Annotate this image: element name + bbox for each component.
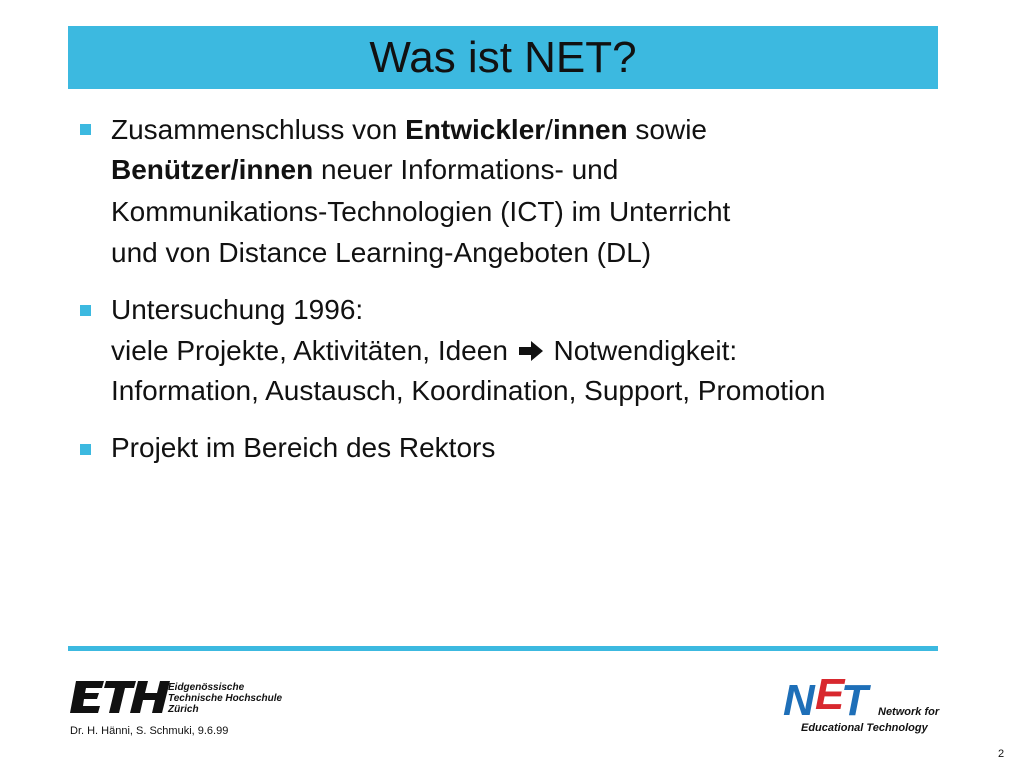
svg-text:ETH: ETH — [70, 680, 72, 681]
bullet-2-line-2: viele Projekte, Aktivitäten, Ideen Notwendigkeit: — [111, 335, 738, 366]
net-logo-t: T — [841, 676, 868, 721]
net-logo — [783, 669, 881, 721]
bullet-2-line-1: Untersuchung 1996: — [111, 294, 364, 325]
net-logo-n: N — [783, 676, 815, 721]
eth-institution-name: Eidgenössische Technische Hochschule Zürich — [168, 682, 283, 715]
slide-title: Was ist NET? — [369, 33, 637, 82]
title-bar — [68, 26, 938, 89]
bullet-1-line-3: Kommunikations-Technologien (ICT) im Unterricht — [111, 196, 731, 227]
page-number: 2 — [998, 748, 1005, 760]
net-logo-e: E — [815, 670, 845, 719]
bullet-2-line-3: Information, Austausch, Koordination, Support, Promotion — [111, 375, 826, 406]
bullet-marker — [80, 305, 91, 316]
bullet-1-line-4: und von Distance Learning-Angeboten (DL) — [111, 237, 652, 268]
right-arrow-icon — [518, 340, 544, 362]
bullet-3-line-1: Projekt im Bereich des Rektors — [111, 432, 496, 463]
net-tagline-line-2: Educational Technology — [801, 722, 928, 734]
bullet-marker — [80, 444, 91, 455]
net-tagline-line-1: Network for — [878, 706, 940, 718]
authors-date: Dr. H. Hänni, S. Schmuki, 9.6.99 — [70, 725, 229, 737]
svg-text:NET: NET — [783, 669, 785, 670]
bullet-1-line-1: Zusammenschluss von Entwickler/innen sowie — [111, 114, 707, 145]
bullet-marker — [80, 124, 91, 135]
footer-divider — [68, 646, 938, 651]
eth-logo — [70, 680, 170, 714]
bullet-1-line-2: Benützer/innen neuer Informations- und — [111, 154, 619, 185]
